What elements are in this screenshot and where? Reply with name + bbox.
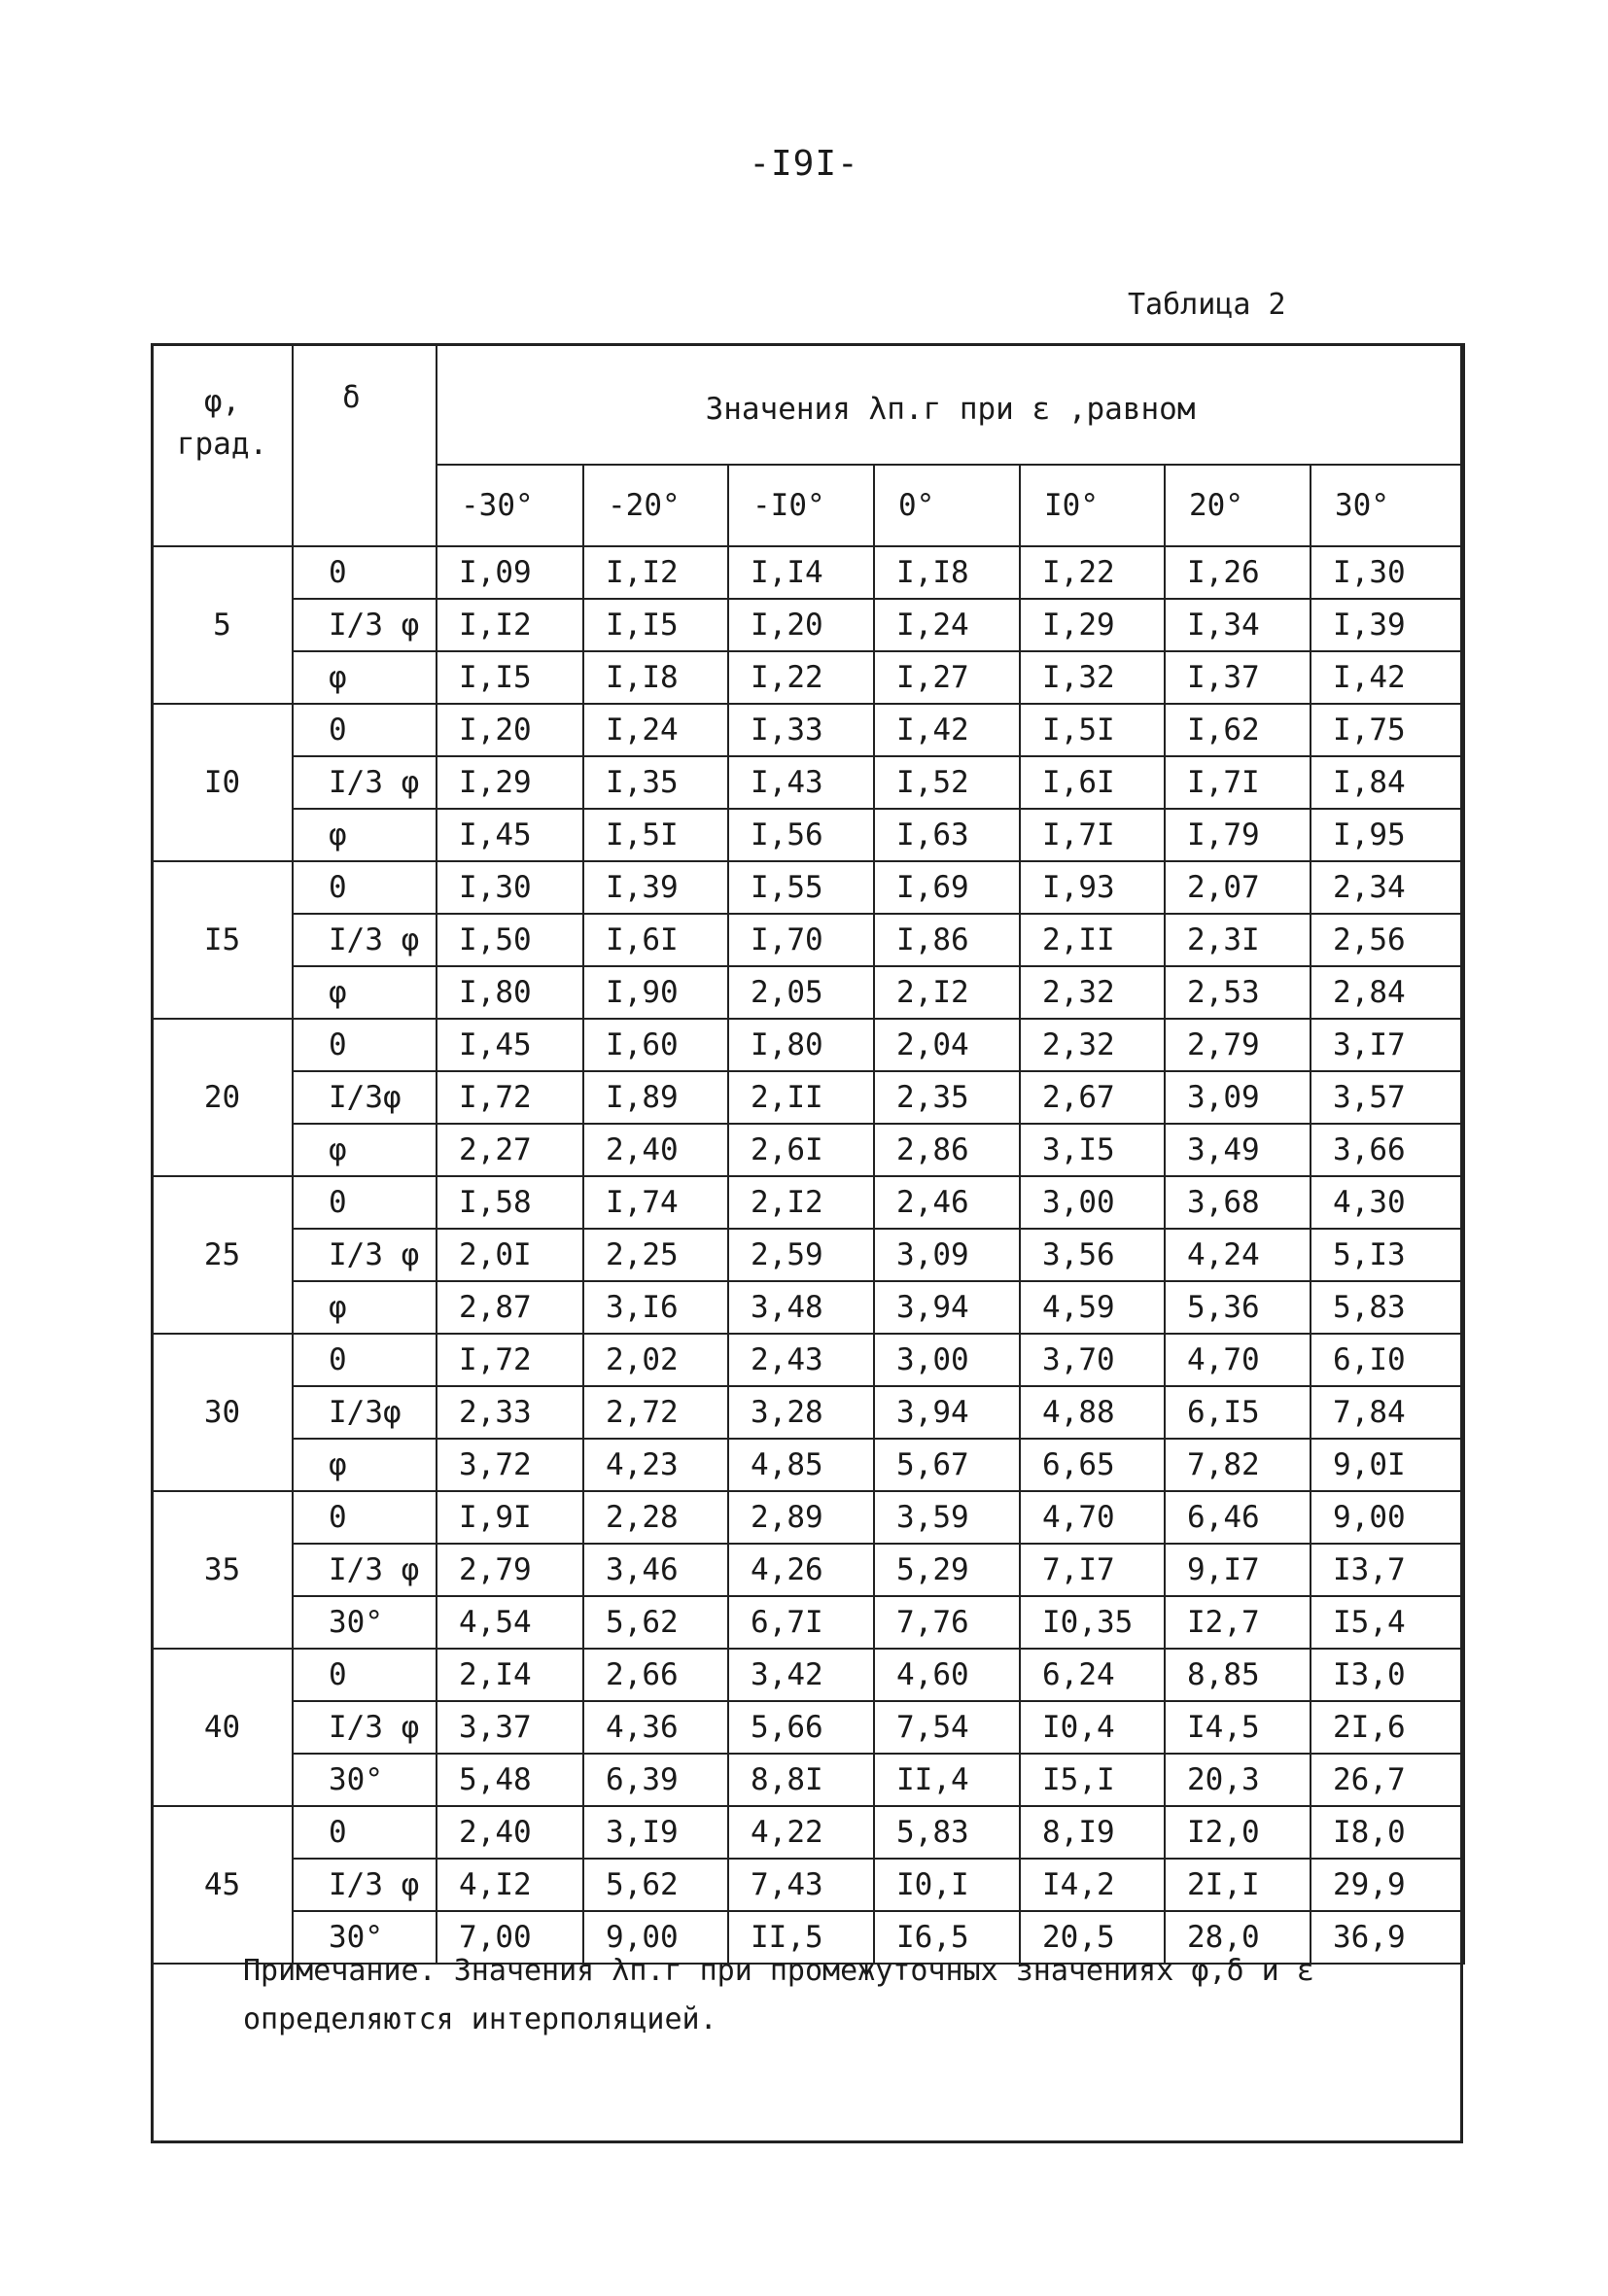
phi-value-cell: 45 — [152, 1806, 293, 1964]
lambda-value-cell: I4,2 — [1020, 1859, 1165, 1911]
lambda-value-cell: 2,34 — [1311, 861, 1464, 914]
lambda-value-cell: 4,60 — [874, 1649, 1020, 1701]
lambda-value-cell: I,22 — [728, 651, 874, 704]
lambda-value-cell: 4,I2 — [437, 1859, 583, 1911]
lambda-value-cell: I,6I — [583, 914, 728, 966]
lambda-value-cell: 4,30 — [1311, 1176, 1464, 1229]
lambda-value-cell: I,29 — [437, 756, 583, 809]
table-row — [152, 1334, 1464, 1386]
lambda-value-cell: 3,09 — [1165, 1071, 1311, 1124]
table-header — [152, 344, 1464, 546]
lambda-value-cell: I,84 — [1311, 756, 1464, 809]
lambda-value-cell: I2,7 — [1165, 1596, 1311, 1649]
lambda-value-cell: 6,I5 — [1165, 1386, 1311, 1439]
lambda-value-cell: 3,49 — [1165, 1124, 1311, 1176]
lambda-value-cell: I,50 — [437, 914, 583, 966]
lambda-value-cell: 2,02 — [583, 1334, 728, 1386]
lambda-value-cell: I,42 — [874, 704, 1020, 756]
table-row — [152, 1701, 1464, 1754]
lambda-value-cell: I,72 — [437, 1334, 583, 1386]
lambda-value-cell: 2,86 — [874, 1124, 1020, 1176]
lambda-value-cell: 4,85 — [728, 1439, 874, 1491]
lambda-value-cell: 2,40 — [437, 1806, 583, 1859]
lambda-value-cell: 3,48 — [728, 1281, 874, 1334]
epsilon-column-header: -I0° — [728, 465, 874, 546]
lambda-value-cell: 2,53 — [1165, 966, 1311, 1019]
delta-value-cell: φ — [293, 1281, 437, 1334]
lambda-value-cell: 8,85 — [1165, 1649, 1311, 1701]
lambda-value-cell: 7,84 — [1311, 1386, 1464, 1439]
lambda-value-cell: II,4 — [874, 1754, 1020, 1806]
delta-value-cell: φ — [293, 1124, 437, 1176]
lambda-value-cell: 2,28 — [583, 1491, 728, 1544]
table-body — [152, 546, 1464, 1964]
lambda-value-cell: 2,79 — [1165, 1019, 1311, 1071]
lambda-value-cell: I,62 — [1165, 704, 1311, 756]
table-note-line2: определяются интерполяцией. — [243, 2002, 717, 2036]
lambda-value-cell: 3,37 — [437, 1701, 583, 1754]
lambda-value-cell: 2,46 — [874, 1176, 1020, 1229]
lambda-value-cell: 2,25 — [583, 1229, 728, 1281]
lambda-value-cell: 3,94 — [874, 1386, 1020, 1439]
lambda-value-cell: 7,I7 — [1020, 1544, 1165, 1596]
table-row — [152, 1544, 1464, 1596]
lambda-value-cell: II,5 — [728, 1911, 874, 1964]
lambda-value-cell: 5,62 — [583, 1596, 728, 1649]
data-table — [151, 343, 1465, 1965]
phi-header — [152, 344, 293, 546]
lambda-value-cell: I3,0 — [1311, 1649, 1464, 1701]
phi-value-cell: I0 — [152, 704, 293, 861]
phi-value-cell: I5 — [152, 861, 293, 1019]
lambda-value-cell: I,34 — [1165, 599, 1311, 651]
lambda-value-cell: 5,29 — [874, 1544, 1020, 1596]
lambda-value-cell: 9,I7 — [1165, 1544, 1311, 1596]
delta-value-cell: 0 — [293, 546, 437, 599]
lambda-value-cell: 5,83 — [1311, 1281, 1464, 1334]
lambda-value-cell: 5,48 — [437, 1754, 583, 1806]
table-row — [152, 914, 1464, 966]
table-note: Примечание. Значения λп.г при промежуточных значениях φ,δ и ε — [243, 1954, 1314, 1988]
phi-label: φ, — [203, 384, 241, 419]
lambda-value-cell: 3,70 — [1020, 1334, 1165, 1386]
lambda-value-cell: 2,79 — [437, 1544, 583, 1596]
lambda-value-cell: 3,46 — [583, 1544, 728, 1596]
lambda-value-cell: 3,00 — [874, 1334, 1020, 1386]
delta-value-cell: 0 — [293, 1334, 437, 1386]
lambda-value-cell: 7,00 — [437, 1911, 583, 1964]
delta-value-cell: 0 — [293, 1176, 437, 1229]
table-caption: Таблица 2 — [1128, 288, 1286, 322]
delta-value-cell: 0 — [293, 1649, 437, 1701]
lambda-value-cell: 3,I6 — [583, 1281, 728, 1334]
delta-value-cell: φ — [293, 651, 437, 704]
lambda-value-cell: 5,62 — [583, 1859, 728, 1911]
lambda-value-cell: 20,5 — [1020, 1911, 1165, 1964]
lambda-value-cell: 3,59 — [874, 1491, 1020, 1544]
lambda-value-cell: I4,5 — [1165, 1701, 1311, 1754]
lambda-value-cell: 6,24 — [1020, 1649, 1165, 1701]
lambda-value-cell: I,89 — [583, 1071, 728, 1124]
lambda-value-cell: I,45 — [437, 1019, 583, 1071]
lambda-value-cell: I,27 — [874, 651, 1020, 704]
lambda-value-cell: I,75 — [1311, 704, 1464, 756]
lambda-value-cell: 2,87 — [437, 1281, 583, 1334]
lambda-value-cell: 2,3I — [1165, 914, 1311, 966]
epsilon-column-header: -30° — [437, 465, 583, 546]
values-header: Значения λп.г при ε ,равном — [437, 344, 1464, 465]
lambda-value-cell: 3,56 — [1020, 1229, 1165, 1281]
phi-value-cell: 40 — [152, 1649, 293, 1806]
delta-value-cell: I/3 φ — [293, 914, 437, 966]
lambda-value-cell: 2,66 — [583, 1649, 728, 1701]
lambda-value-cell: I,I2 — [583, 546, 728, 599]
lambda-value-cell: I,20 — [437, 704, 583, 756]
table-row — [152, 1439, 1464, 1491]
lambda-value-cell: I,33 — [728, 704, 874, 756]
lambda-value-cell: I,20 — [728, 599, 874, 651]
lambda-value-cell: 20,3 — [1165, 1754, 1311, 1806]
lambda-value-cell: 3,I9 — [583, 1806, 728, 1859]
lambda-value-cell: 2,33 — [437, 1386, 583, 1439]
page-number: -I9I- — [749, 144, 859, 184]
lambda-value-cell: 2,I4 — [437, 1649, 583, 1701]
lambda-value-cell: I,22 — [1020, 546, 1165, 599]
table-row — [152, 1491, 1464, 1544]
lambda-value-cell: I,56 — [728, 809, 874, 861]
lambda-value-cell: I,95 — [1311, 809, 1464, 861]
lambda-value-cell: I,70 — [728, 914, 874, 966]
lambda-value-cell: 4,54 — [437, 1596, 583, 1649]
lambda-value-cell: 2,67 — [1020, 1071, 1165, 1124]
lambda-value-cell: 26,7 — [1311, 1754, 1464, 1806]
lambda-value-cell: 2,89 — [728, 1491, 874, 1544]
delta-value-cell: I/3 φ — [293, 599, 437, 651]
lambda-value-cell: 4,22 — [728, 1806, 874, 1859]
lambda-value-cell: 8,8I — [728, 1754, 874, 1806]
table-row — [152, 599, 1464, 651]
lambda-value-cell: I,74 — [583, 1176, 728, 1229]
table-row — [152, 1281, 1464, 1334]
lambda-value-cell: I,42 — [1311, 651, 1464, 704]
lambda-value-cell: I0,4 — [1020, 1701, 1165, 1754]
table-row — [152, 809, 1464, 861]
lambda-value-cell: 3,I5 — [1020, 1124, 1165, 1176]
table-row — [152, 704, 1464, 756]
delta-value-cell: 0 — [293, 1019, 437, 1071]
lambda-value-cell: 8,I9 — [1020, 1806, 1165, 1859]
lambda-value-cell: I,63 — [874, 809, 1020, 861]
lambda-value-cell: I,55 — [728, 861, 874, 914]
lambda-value-cell: I,39 — [583, 861, 728, 914]
lambda-value-cell: I,60 — [583, 1019, 728, 1071]
table-row — [152, 966, 1464, 1019]
lambda-value-cell: 2,84 — [1311, 966, 1464, 1019]
lambda-value-cell: I,93 — [1020, 861, 1165, 914]
epsilon-column-header: 0° — [874, 465, 1020, 546]
phi-value-cell: 30 — [152, 1334, 293, 1491]
lambda-value-cell: I,I2 — [437, 599, 583, 651]
lambda-value-cell: 6,65 — [1020, 1439, 1165, 1491]
table-row — [152, 1071, 1464, 1124]
table-row — [152, 1754, 1464, 1806]
lambda-value-cell: 2,59 — [728, 1229, 874, 1281]
lambda-value-cell: 2,0I — [437, 1229, 583, 1281]
lambda-value-cell: 7,76 — [874, 1596, 1020, 1649]
delta-value-cell: I/3 φ — [293, 1229, 437, 1281]
lambda-value-cell: 2,32 — [1020, 966, 1165, 1019]
lambda-value-cell: 5,36 — [1165, 1281, 1311, 1334]
lambda-value-cell: 6,7I — [728, 1596, 874, 1649]
lambda-value-cell: 4,26 — [728, 1544, 874, 1596]
table-row — [152, 861, 1464, 914]
lambda-value-cell: I,52 — [874, 756, 1020, 809]
delta-value-cell: 30° — [293, 1911, 437, 1964]
lambda-value-cell: 2,56 — [1311, 914, 1464, 966]
lambda-value-cell: 6,46 — [1165, 1491, 1311, 1544]
lambda-value-cell: I,30 — [1311, 546, 1464, 599]
lambda-value-cell: 5,66 — [728, 1701, 874, 1754]
lambda-value-cell: 3,66 — [1311, 1124, 1464, 1176]
lambda-value-cell: I3,7 — [1311, 1544, 1464, 1596]
lambda-value-cell: 2,I2 — [728, 1176, 874, 1229]
lambda-value-cell: 4,36 — [583, 1701, 728, 1754]
lambda-value-cell: I,I8 — [583, 651, 728, 704]
lambda-value-cell: I,7I — [1020, 809, 1165, 861]
lambda-value-cell: I,37 — [1165, 651, 1311, 704]
lambda-value-cell: I5,4 — [1311, 1596, 1464, 1649]
lambda-value-cell: 28,0 — [1165, 1911, 1311, 1964]
lambda-value-cell: I,80 — [728, 1019, 874, 1071]
table-row — [152, 1176, 1464, 1229]
lambda-value-cell: 2,I2 — [874, 966, 1020, 1019]
lambda-value-cell: 2,43 — [728, 1334, 874, 1386]
lambda-value-cell: 2I,I — [1165, 1859, 1311, 1911]
phi-value-cell: 25 — [152, 1176, 293, 1334]
table-row — [152, 651, 1464, 704]
lambda-value-cell: I,7I — [1165, 756, 1311, 809]
phi-value-cell: 35 — [152, 1491, 293, 1649]
lambda-value-cell: 3,94 — [874, 1281, 1020, 1334]
lambda-value-cell: I,86 — [874, 914, 1020, 966]
lambda-value-cell: I,90 — [583, 966, 728, 1019]
lambda-value-cell: 5,83 — [874, 1806, 1020, 1859]
table-row — [152, 1019, 1464, 1071]
lambda-value-cell: I,39 — [1311, 599, 1464, 651]
lambda-value-cell: I,5I — [1020, 704, 1165, 756]
epsilon-column-header: -20° — [583, 465, 728, 546]
lambda-value-cell: 4,70 — [1020, 1491, 1165, 1544]
lambda-value-cell: I,35 — [583, 756, 728, 809]
lambda-value-cell: I,24 — [874, 599, 1020, 651]
lambda-value-cell: 3,28 — [728, 1386, 874, 1439]
lambda-value-cell: I6,5 — [874, 1911, 1020, 1964]
lambda-value-cell: 2,II — [728, 1071, 874, 1124]
delta-value-cell: 0 — [293, 1491, 437, 1544]
lambda-value-cell: I,6I — [1020, 756, 1165, 809]
delta-value-cell: I/3 φ — [293, 1701, 437, 1754]
lambda-value-cell: 3,68 — [1165, 1176, 1311, 1229]
delta-value-cell: 0 — [293, 704, 437, 756]
delta-value-cell: 30° — [293, 1754, 437, 1806]
lambda-value-cell: I5,I — [1020, 1754, 1165, 1806]
delta-value-cell: I/3φ — [293, 1386, 437, 1439]
lambda-value-cell: 2I,6 — [1311, 1701, 1464, 1754]
lambda-value-cell: 2,40 — [583, 1124, 728, 1176]
lambda-value-cell: 7,43 — [728, 1859, 874, 1911]
lambda-value-cell: I,I4 — [728, 546, 874, 599]
lambda-value-cell: 4,70 — [1165, 1334, 1311, 1386]
lambda-value-cell: 9,0I — [1311, 1439, 1464, 1491]
lambda-value-cell: 6,39 — [583, 1754, 728, 1806]
lambda-value-cell: I0,I — [874, 1859, 1020, 1911]
lambda-value-cell: 6,I0 — [1311, 1334, 1464, 1386]
lambda-value-cell: I,5I — [583, 809, 728, 861]
lambda-value-cell: 2,27 — [437, 1124, 583, 1176]
lambda-value-cell: 3,57 — [1311, 1071, 1464, 1124]
lambda-value-cell: 3,42 — [728, 1649, 874, 1701]
lambda-value-cell: 2,35 — [874, 1071, 1020, 1124]
lambda-value-cell: 2,6I — [728, 1124, 874, 1176]
lambda-value-cell: I,I5 — [437, 651, 583, 704]
lambda-value-cell: 3,00 — [1020, 1176, 1165, 1229]
lambda-value-cell: 4,24 — [1165, 1229, 1311, 1281]
lambda-value-cell: I,9I — [437, 1491, 583, 1544]
lambda-value-cell: 2,II — [1020, 914, 1165, 966]
lambda-value-cell: 3,09 — [874, 1229, 1020, 1281]
delta-value-cell: I/3 φ — [293, 1544, 437, 1596]
table-row — [152, 1806, 1464, 1859]
table-row — [152, 1386, 1464, 1439]
table-row — [152, 1596, 1464, 1649]
table-row — [152, 546, 1464, 599]
table-row — [152, 756, 1464, 809]
lambda-value-cell: I,72 — [437, 1071, 583, 1124]
lambda-value-cell: I,30 — [437, 861, 583, 914]
lambda-value-cell: I,26 — [1165, 546, 1311, 599]
lambda-value-cell: 4,23 — [583, 1439, 728, 1491]
lambda-value-cell: 7,54 — [874, 1701, 1020, 1754]
lambda-value-cell: 2,72 — [583, 1386, 728, 1439]
lambda-value-cell: I0,35 — [1020, 1596, 1165, 1649]
lambda-value-cell: 4,59 — [1020, 1281, 1165, 1334]
lambda-value-cell: 2,05 — [728, 966, 874, 1019]
lambda-value-cell: I,69 — [874, 861, 1020, 914]
delta-value-cell: I/3φ — [293, 1071, 437, 1124]
lambda-value-cell: I,79 — [1165, 809, 1311, 861]
lambda-value-cell: I8,0 — [1311, 1806, 1464, 1859]
delta-value-cell: 0 — [293, 861, 437, 914]
delta-value-cell: 30° — [293, 1596, 437, 1649]
table-row — [152, 1859, 1464, 1911]
lambda-value-cell: I,24 — [583, 704, 728, 756]
phi-value-cell: 5 — [152, 546, 293, 704]
delta-value-cell: φ — [293, 966, 437, 1019]
lambda-value-cell: I,45 — [437, 809, 583, 861]
lambda-value-cell: 9,00 — [583, 1911, 728, 1964]
lambda-value-cell: I,I8 — [874, 546, 1020, 599]
lambda-value-cell: I,80 — [437, 966, 583, 1019]
lambda-value-cell: 29,9 — [1311, 1859, 1464, 1911]
lambda-value-cell: 7,82 — [1165, 1439, 1311, 1491]
lambda-value-cell: I,43 — [728, 756, 874, 809]
lambda-value-cell: 3,I7 — [1311, 1019, 1464, 1071]
table-row — [152, 1649, 1464, 1701]
delta-value-cell: φ — [293, 809, 437, 861]
table-row — [152, 1124, 1464, 1176]
lambda-value-cell: I2,0 — [1165, 1806, 1311, 1859]
delta-value-cell: φ — [293, 1439, 437, 1491]
lambda-value-cell: 2,04 — [874, 1019, 1020, 1071]
lambda-value-cell: 4,88 — [1020, 1386, 1165, 1439]
lambda-value-cell: I,32 — [1020, 651, 1165, 704]
epsilon-column-header: I0° — [1020, 465, 1165, 546]
lambda-value-cell: I,I5 — [583, 599, 728, 651]
delta-value-cell: 0 — [293, 1806, 437, 1859]
table-row — [152, 1229, 1464, 1281]
delta-value-cell: I/3 φ — [293, 1859, 437, 1911]
lambda-value-cell: 5,67 — [874, 1439, 1020, 1491]
lambda-value-cell: I,09 — [437, 546, 583, 599]
lambda-value-cell: I,29 — [1020, 599, 1165, 651]
lambda-value-cell: 2,32 — [1020, 1019, 1165, 1071]
phi-unit: град. — [176, 427, 268, 462]
lambda-value-cell: 36,9 — [1311, 1911, 1464, 1964]
phi-value-cell: 20 — [152, 1019, 293, 1176]
epsilon-column-header: 30° — [1311, 465, 1464, 546]
lambda-value-cell: I,58 — [437, 1176, 583, 1229]
epsilon-column-header: 20° — [1165, 465, 1311, 546]
lambda-value-cell: 3,72 — [437, 1439, 583, 1491]
lambda-value-cell: 5,I3 — [1311, 1229, 1464, 1281]
lambda-value-cell: 9,00 — [1311, 1491, 1464, 1544]
delta-header: δ — [293, 344, 437, 546]
delta-value-cell: I/3 φ — [293, 756, 437, 809]
lambda-value-cell: 2,07 — [1165, 861, 1311, 914]
